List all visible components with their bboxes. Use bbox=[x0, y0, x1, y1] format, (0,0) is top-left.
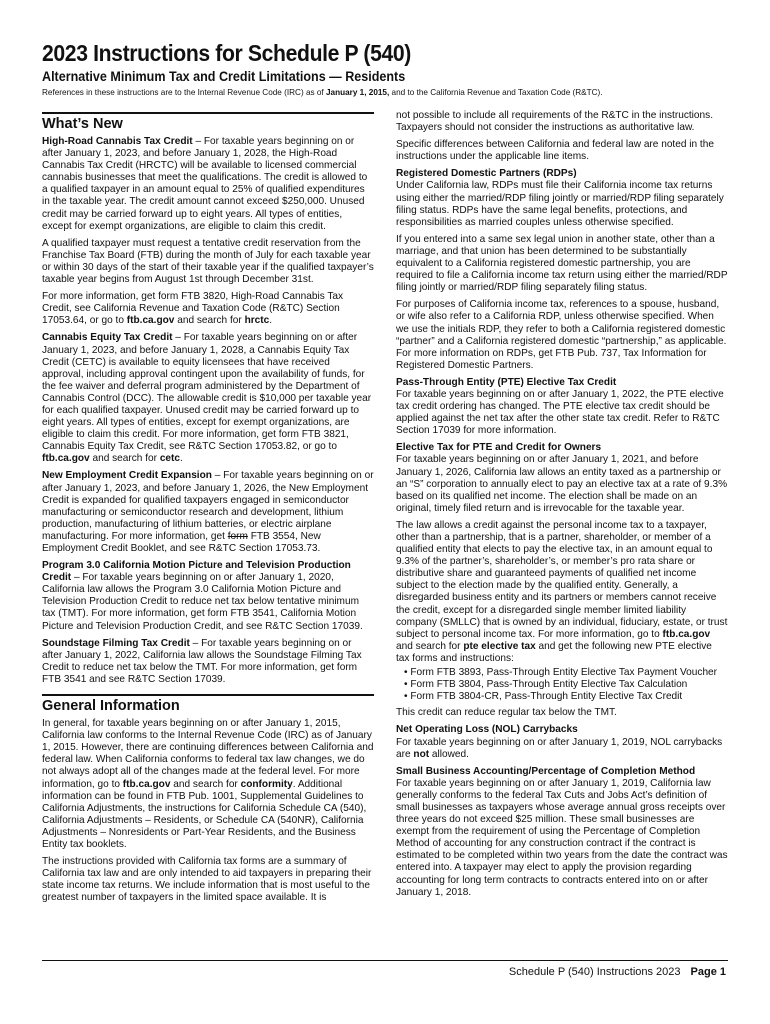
page-subtitle: Alternative Minimum Tax and Credit Limitations — Residents bbox=[42, 69, 406, 84]
new-employment-text-end: FTB 3554, New Employment Credit Booklet, and see R&TC Section 17053.73. bbox=[42, 530, 321, 554]
ftb-link[interactable]: ftb.ca.gov bbox=[662, 628, 711, 640]
instructions-summary-paragraph: The instructions provided with California tax forms are a summary of California tax law and are only intended to aid taxpayers in preparing their state income tax returns. We include information that is most useful to the greatest number of taxpayers in the limited space available. It is bbox=[42, 856, 372, 904]
conformity-search-term: conformity bbox=[240, 778, 293, 790]
hrctc-info-and: and search for bbox=[174, 315, 245, 327]
ftb-link[interactable]: ftb.ca.gov bbox=[126, 315, 175, 327]
rdp-paragraph-2: If you entered into a same sex legal union in another state, other than a marriage, and that union has been determined to be substantially equivalent to a California registered domestic partnership, you are required to file a California income tax return using either the married/RDP filing jointly or married/RDP filing separately filing status. bbox=[396, 233, 728, 294]
elective-tax-and: and search for bbox=[396, 640, 464, 652]
conformity-and: and search for bbox=[170, 778, 241, 790]
elective-tax-text-end: and get the following new PTE elective tax forms and instructions: bbox=[396, 640, 712, 664]
list-item: • Form FTB 3893, Pass-Through Entity Elective Tax Payment Voucher bbox=[404, 667, 728, 679]
tentative-reservation-paragraph: A qualified taxpayer must request a tentative credit reservation from the Franchise Tax Board (FTB) during the month of July for each taxable year or within 30 days of the start of their taxable year if the qualified taxpayer’s taxable year begins from August 1st through December 31st. bbox=[42, 237, 374, 286]
small-business-paragraph: For taxable years beginning on or after January 1, 2019, California law generally conforms to the federal Tax Cuts and Jobs Act’s definition of small businesses as taxpayers whose average annual gross receipts over three years do not exceed $25 million. These small businesses are exempt from the requirement of using the Percentage of Completion Method of accounting for any construction contract if the contract is estimated to be completed within two years from the date the contract was entered into. A taxpayer may elect to apply the provision regarding accounting for long term contracts to contracts entered into on or after January 1, 2018. bbox=[396, 777, 728, 898]
new-employment-paragraph bbox=[42, 470, 374, 555]
nol-emphasis: not bbox=[413, 748, 430, 760]
struck-word: form bbox=[227, 530, 248, 542]
small-business-title: Small Business Accounting/Percentage of Completion Method bbox=[396, 765, 696, 777]
high-road-cannabis-text: – For taxable years beginning on or after January 1, 2023, and before January 1, 2028, the High-Road Cannabis Tax Credit (HRCTC) will be available to licensed commercial cannabis businesses that meet the qualifications. The credit is allowed to a qualified taxpayer in an amount equal to 25% of qualified expenditures in the taxable year. The credit amount cannot exceed $250,000. Unused credit may be carried forward up to eight years. All types of entities, except for exempt organizations, are eligible to claim this credit. bbox=[42, 136, 368, 232]
motion-picture-paragraph bbox=[42, 560, 374, 633]
left-column bbox=[42, 112, 374, 909]
cannabis-equity-paragraph bbox=[42, 332, 374, 465]
cannabis-equity-text: – For taxable years beginning on or after January 1, 2023, and before January 1, 2028, a Cannabis Equity Tax Credit (CETC) is available to equity licensees that have received approval, including approval contingent upon the availability of funds, for the fee waiver and deferral program administered by the Department of Cannabis Control (DCC). The allowable credit is $10,000 per taxable year for each qualified taxpayer. Unused credit may be carried forward up to eight years. All types of entities, except for exempt organizations, are eligible to claim this credit. For more information, get form FTB 3821, Cannabis Equity Tax Credit, see R&TC Section 17053.82, or go to bbox=[42, 332, 372, 453]
soundstage-paragraph bbox=[42, 638, 374, 686]
cannabis-equity-period: . bbox=[180, 453, 183, 465]
high-road-cannabis-title: High-Road Cannabis Tax Credit bbox=[42, 136, 193, 147]
new-employment-text: – For taxable years beginning on or after January 1, 2023, and before January 1, 2026, the New Employment Credit is expanded for qualified taxpayers engaged in semiconductor manufacturing or semiconductor research and development, lithium production, manufacturing of lithium batteries, or electric airplane manufacturing. For more information, get bbox=[42, 470, 374, 542]
new-employment-title: New Employment Credit Expansion bbox=[42, 470, 212, 482]
right-column bbox=[396, 112, 728, 904]
page-number: Page 1 bbox=[690, 966, 726, 978]
page-footer bbox=[509, 966, 726, 978]
list-item: • Form FTB 3804, Pass-Through Entity Elective Tax Calculation bbox=[404, 679, 728, 691]
hrctc-info-period: . bbox=[269, 315, 273, 327]
nol-text-end: allowed. bbox=[429, 748, 469, 760]
ftb-link[interactable]: ftb.ca.gov bbox=[122, 778, 171, 790]
elective-tax-title: Elective Tax for PTE and Credit for Owners bbox=[396, 442, 602, 454]
rdp-paragraph-3: For purposes of California income tax, references to a spouse, husband, or wife also refer to a California RDP, unless otherwise specified. When we use the initials RDP, they refer to both a California registered domestic “partner” and a California registered domestic “partnership,” as applicable. For more information on RDPs, get FTB Pub. 737, Tax Information for Registered Domestic Partners. bbox=[396, 299, 727, 371]
continued-paragraph: not possible to include all requirements of the R&TC in the instructions. Taxpayers should not consider the instructions as authoritative law. bbox=[396, 110, 713, 134]
hrctc-more-info-paragraph bbox=[42, 291, 374, 327]
page-title: 2023 Instructions for Schedule P (540) bbox=[42, 40, 411, 66]
conformity-text-end: . Additional information can be found in FTB Pub. 1001, Supplemental Guidelines to California Adjustments, the instructions for California Schedule CA (540), California Adjustments – Residents, or Schedule CA (540NR), California Adjustments – Nonresidents or Part-Year Residents, and the Business Entity tax booklets. bbox=[42, 778, 367, 850]
reference-note-text: References in these instructions are to the Internal Revenue Code (IRC) as of bbox=[42, 88, 326, 97]
conformity-text: In general, for taxable years beginning on or after January 1, 2015, California law conforms to the Internal Revenue Code (IRC) as of January 1, 2015. However, there are continuing differences between California and federal law. When California conforms to federal tax law changes, we do not always adopt all of the changes made at the federal level. For more information, go to bbox=[42, 718, 374, 790]
conformity-paragraph bbox=[42, 718, 374, 851]
document-page bbox=[42, 40, 728, 904]
cetc-search-term: cetc bbox=[159, 453, 181, 465]
rdp-paragraph-1: Under California law, RDPs must file their California income tax returns using either the married/RDP filing jointly or married/RDP filing separately filing status. RDPs have the same legal benefits, protections, and responsibilities as married couples unless otherwise specified. bbox=[396, 180, 724, 228]
general-information-heading: General Information bbox=[42, 694, 374, 715]
nol-title: Net Operating Loss (NOL) Carrybacks bbox=[396, 724, 578, 736]
footer-label: Schedule P (540) Instructions 2023 bbox=[508, 966, 681, 978]
regular-tax-note: This credit can reduce regular tax below the TMT. bbox=[396, 707, 617, 719]
pte-paragraph: For taxable years beginning on or after January 1, 2022, the PTE elective tax credit ordering has changed. The PTE elective tax credit should be applied against the net tax after the other state tax credit. Refer to R&TC Section 17039 for more information. bbox=[396, 388, 724, 437]
soundstage-text: – For taxable years beginning on or after January 1, 2022, California law allows the Soundstage Filming Tax Credit to reduce net tax below the TMT. For more information, get form FTB 3541 and see R&TC Section 17039. bbox=[42, 637, 362, 685]
nol-paragraph bbox=[396, 737, 728, 761]
soundstage-title: Soundstage Filming Tax Credit bbox=[42, 637, 190, 649]
ftb-link[interactable]: ftb.ca.gov bbox=[42, 453, 90, 465]
hrctc-search-term: hrctc bbox=[244, 315, 270, 327]
motion-picture-title: Program 3.0 California Motion Picture and Television Production Credit bbox=[42, 560, 351, 584]
rdp-title: Registered Domestic Partners (RDPs) bbox=[396, 168, 577, 180]
elective-tax-text: The law allows a credit against the personal income tax to a taxpayer, other than a partnership, that is a partner, shareholder, or member of a qualified entity that elects to pay the elective tax, in an amount equal to 9.3% of the partner’s, shareholder’s, or member’s pro rata share or distributive share and guaranteed payments of qualified net income subject to the election made by the qualified entity. Generally, a disregarded business entity and its partners or members cannot receive the credit, except for a disregarded single member limited liability company (SMLLC) that is owned by an individual, fiduciary, estate, or trust subject to personal income tax. For more information, go to bbox=[396, 519, 728, 640]
elective-tax-paragraph-1: For taxable years beginning on or after January 1, 2021, and before January 1, 2026, California law allows an entity taxed as a partnership or an “S” corporation to annually elect to pay an elective tax at a rate of 9.3% based on its qualified net income. The election shall be made on an original, timely filed return and is irrevocable for the taxable year. bbox=[396, 454, 728, 514]
pte-title: Pass-Through Entity (PTE) Elective Tax Credit bbox=[396, 376, 617, 388]
elective-tax-paragraph-2 bbox=[396, 520, 728, 665]
reference-note-date: January 1, 2015, bbox=[325, 88, 390, 97]
whats-new-heading: What’s New bbox=[42, 112, 374, 133]
high-road-cannabis-paragraph bbox=[42, 136, 374, 233]
specific-differences-paragraph: Specific differences between California and federal law are noted in the instructions under the applicable line items. bbox=[396, 139, 714, 163]
list-item: • Form FTB 3804-CR, Pass-Through Entity Elective Tax Credit bbox=[404, 691, 728, 703]
reference-note-text-end: and to the California Revenue and Taxation Code (R&TC). bbox=[389, 88, 603, 97]
nol-text: For taxable years beginning on or after January 1, 2019, NOL carrybacks are bbox=[396, 736, 723, 760]
cannabis-equity-title: Cannabis Equity Tax Credit bbox=[42, 332, 173, 344]
hrctc-info-text: For more information, get form FTB 3820, High-Road Cannabis Tax Credit, see California Revenue and Taxation Code (R&TC) Section 17053.64, or go to bbox=[42, 291, 344, 327]
pte-forms-list bbox=[396, 667, 728, 703]
reference-note bbox=[42, 87, 728, 98]
footer-divider bbox=[42, 960, 728, 961]
pte-search-term: pte elective tax bbox=[463, 640, 536, 652]
cannabis-equity-and: and search for bbox=[89, 453, 160, 465]
motion-picture-text: – For taxable years beginning on or after January 1, 2020, California law allows the Program 3.0 California Motion Picture and Television Production Credit to reduce net tax below tentative minimum tax (TMT). For more information, get form FTB 3541, California Motion Picture and Television Production Credit, and see R&TC Section 17039. bbox=[42, 572, 363, 632]
